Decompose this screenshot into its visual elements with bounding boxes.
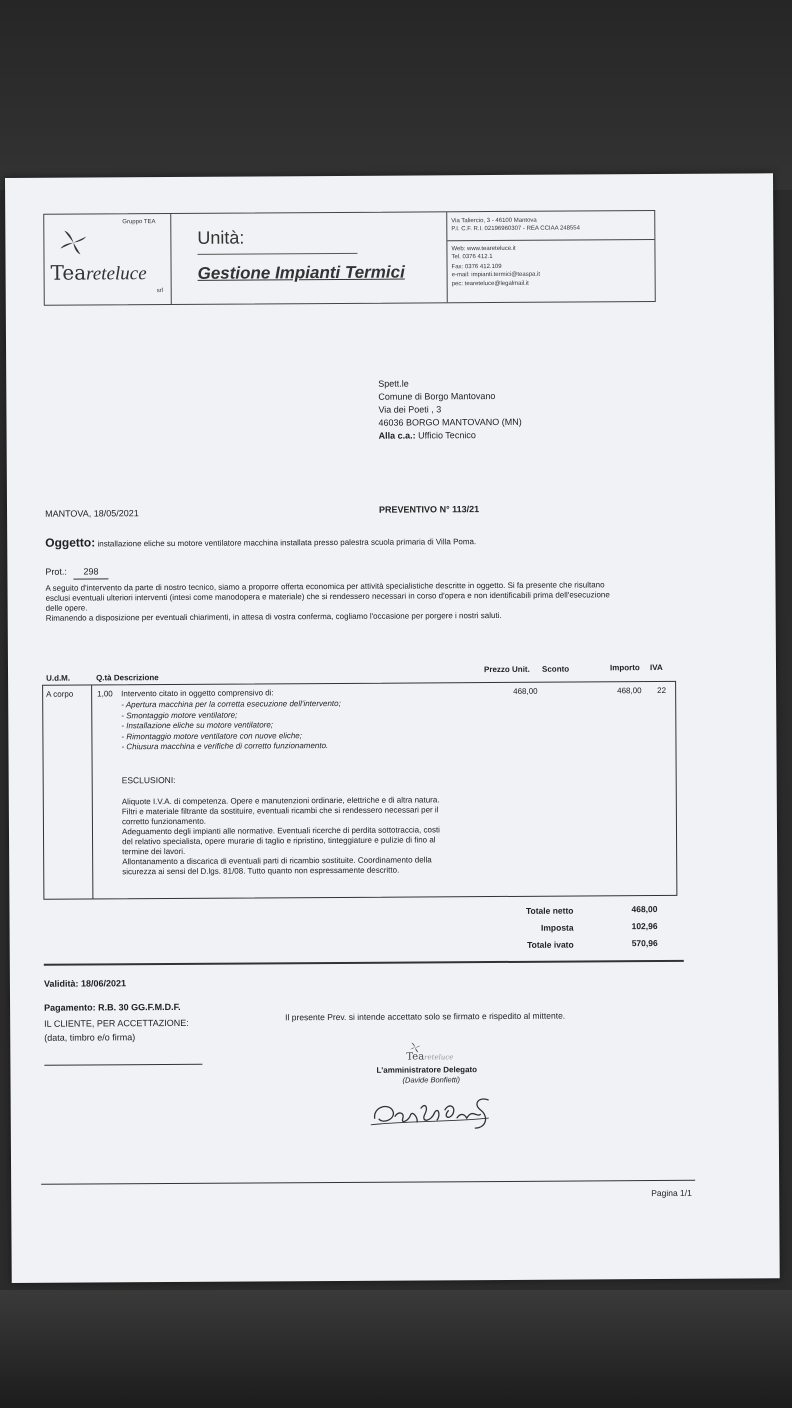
recipient-attention: Alla c.a.: Ufficio Tecnico [378,430,476,441]
address-line1: Via Taliercio, 3 - 46100 Mantova [451,217,537,225]
items-table [42,681,677,900]
intro-paragraph: A seguito d'intervento da parte di nostro tecnico, siamo a proporre offerta economica per attività specialistiche descritte in oggetto. Si fa presente che risultano esclusi eventuali ulteriori interventi (intesi come manodopera e materiale) che si rendessero necessari in corso d'opera e non identificabili prima dell'esecuzione delle opere. Rimanendo a disposizione per eventuali chiarimenti, in attesa di vostra conferma, cogliamo l'occasione per porgere i nostri saluti. [45,580,610,623]
footer-divider [41,1180,695,1185]
client-accept: IL CLIENTE, PER ACCETTAZIONE: [44,1017,189,1029]
signer-name: (Davide Bonfietti) [402,1075,461,1085]
contact-email: e-mail: impianti.termici@teaspa.it [451,271,541,279]
quote-number: PREVENTIVO N° 113/21 [379,504,480,515]
logo-srl: srl [156,288,164,295]
unit-label: Unità: [197,227,245,248]
totals-divider [44,960,684,966]
row-amount: 468,00 [617,686,642,696]
subject-line: Oggetto: installazione eliche su motore ventilatore macchina installata presso palestra scuola primaria di Villa Poma. [45,535,477,550]
exclusion-line: Adeguamento degli impianti alle normative. Eventuali ricerche di perdita sottotraccia, costi [121,825,440,837]
address-line2: P.I. C.F. R.I. 02196960307 - REA CCIAA 248554 [451,225,580,233]
logo-cell [44,214,172,305]
acceptance-notice: Il presente Prev. si intende accettato solo se firmato e rispedito al mittente. [285,1010,566,1023]
exclusion-line: Aliquote I.V.A. di competenza. Opere e manutenzioni ordinarie, elettriche e di altra natura. [121,795,440,807]
row-title: Intervento citato in oggetto comprensivo di: [121,688,274,699]
exclusion-line: corretto funzionamento. [121,816,207,827]
recipient-salutation: Spett.le [378,378,409,389]
unit-name: Gestione Impianti Termici [197,262,405,283]
col-amount: Importo [609,663,640,673]
col-qty-desc: Q.tà Descrizione [96,673,159,683]
row-udm: A corpo [46,689,74,699]
col-price: Prezzo Unit. [483,664,530,675]
step-item: - Smontaggio motore ventilatore; [121,710,238,720]
totals-labels [515,903,573,954]
step-item: - Chiusura macchina e verifiche di corretto funzionamento. [121,741,329,752]
steps-list [121,699,341,753]
address-block [447,211,654,241]
exclusions-list [122,795,440,877]
recipient-city: 46036 BORGO MANTOVANO (MN) [378,416,522,428]
place-date: MANTOVA, 18/05/2021 [45,508,139,519]
exclusion-line: del relativo specialista, opere murarie di taglio e ripristino, tinteggiature e pulizie di fino al [122,835,436,847]
tax-label: Imposta [540,922,574,933]
col-vat: IVA [649,662,663,673]
background-bottom [0,1290,792,1408]
total-net-value: 468,00 [631,904,658,915]
total-vat-label: Totale ivato [527,939,574,950]
row-qty: 1,00 [97,689,113,699]
row-price: 468,00 [513,686,538,696]
exclusion-line: termine dei lavori. [122,846,186,857]
recipient-name: Comune di Borgo Mantovano [378,391,496,402]
recipient-block [378,377,522,443]
validity: Validità: 18/06/2021 [43,978,127,989]
total-vat-value: 570,96 [631,938,658,949]
contact-tel: Tel. 0376 412.1 [451,254,493,261]
row-vat: 22 [657,685,667,696]
contact-cell [447,211,655,302]
client-note: (data, timbro e/o firma) [44,1032,136,1043]
signer-role: L'amministratore Delegato [376,1065,478,1075]
tax-value: 102,96 [631,921,658,932]
contact-web: Web: www.teareteluce.it [451,245,516,253]
col-discount: Sconto [541,664,570,674]
step-item: - Apertura macchina per la corretta esecuzione dell'intervento; [121,698,341,710]
exclusion-line: sicurezza ai sensi del D.lgs. 81/08. Tutto quanto non espressamente descritto. [122,865,400,877]
recipient-street: Via dei Poeti , 3 [378,404,442,415]
step-item: - Rimontaggio motore ventilatore con nuove eliche; [121,730,302,741]
unit-cell [171,212,448,304]
payment-terms: Pagamento: R.B. 30 GG.F.M.D.F. [44,1001,181,1013]
step-item: - Installazione eliche su motore ventilatore; [121,720,274,731]
contact-pec: pec: teareteluce@legalmail.it [451,280,529,288]
background-top [0,0,792,190]
totals-values [609,901,657,952]
exclusion-line: Allontanamento a discarica di eventuali parti di ricambio sostituite. Coordinamento della [122,855,432,867]
stamp-logo: Teareteluce [406,1051,454,1063]
letterhead [43,210,656,306]
contact-fax: Fax: 0376 412.109 [451,263,502,271]
protocol-line: Prot.: 298 [45,565,108,579]
udm-column [43,685,93,898]
handwritten-signature [369,1088,519,1139]
total-net-label: Totale netto [525,905,574,916]
document-page [5,173,780,1283]
exclusions-title: ESCLUSIONI: [121,774,176,786]
col-udm: U.d.M. [46,673,71,683]
client-signature-line [44,1064,202,1066]
unit-divider [197,253,357,255]
pinwheel-logo-icon [56,226,90,258]
logo-wordmark: Teareteluce [50,260,147,285]
group-label: Gruppo TEA [122,219,156,226]
exclusion-line: Filtri e materiale filtrante da sostituire, eventuali ricambi che si rendessero necessari per il [121,805,439,817]
page-number: Pagina 1/1 [651,1187,692,1199]
